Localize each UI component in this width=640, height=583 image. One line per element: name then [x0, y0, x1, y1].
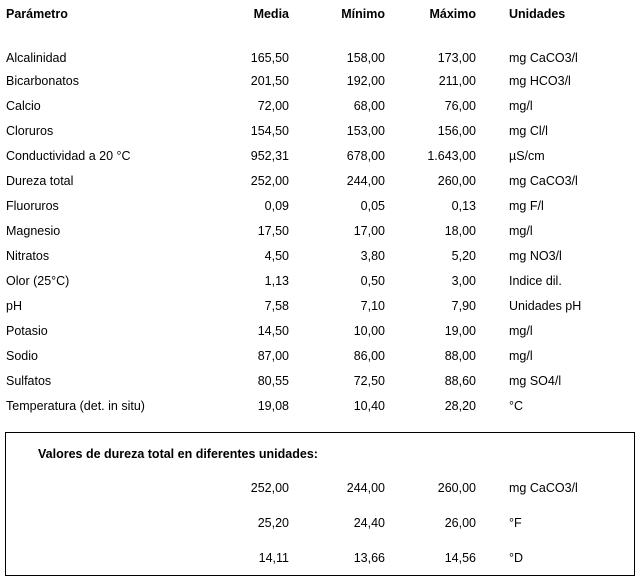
hardness-spacer — [6, 505, 200, 540]
hardness-table — [6, 470, 634, 575]
hardness-row — [6, 470, 634, 505]
table-row — [0, 93, 640, 118]
hardness-row — [6, 505, 634, 540]
header-maximo: Máximo — [429, 6, 476, 21]
cell-maximo: 260,00 — [437, 173, 476, 188]
cell-minimo: 7,10 — [360, 298, 385, 313]
cell-unidades: mg NO3/l — [509, 248, 562, 263]
cell-media: 87,00 — [257, 348, 289, 363]
cell-maximo: 211,00 — [438, 73, 476, 88]
cell-minimo: 158,00 — [346, 51, 385, 65]
cell-unidades: mg/l — [509, 98, 533, 113]
cell-maximo: 173,00 — [437, 51, 476, 65]
table-header-row — [0, 0, 640, 27]
cell-media: 0,09 — [264, 198, 289, 213]
cell-media: 80,55 — [257, 373, 289, 388]
cell-media: 154,50 — [250, 123, 289, 138]
table-row — [0, 218, 640, 243]
cell-maximo: 18,00 — [444, 223, 476, 238]
cell-media: 201,50 — [250, 73, 289, 88]
cell-parametro: Alcalinidad — [6, 51, 67, 65]
cell-parametro: Bicarbonatos — [6, 73, 79, 88]
hardness-title: Valores de dureza total en diferentes unidades: — [38, 447, 318, 461]
cell-parametro: Magnesio — [6, 223, 61, 238]
cell-minimo: 192,00 — [346, 73, 385, 88]
hardness-media: 14,11 — [258, 550, 289, 565]
cell-maximo: 0,13 — [451, 198, 476, 213]
cell-parametro: Sodio — [6, 348, 38, 363]
table-row — [0, 118, 640, 143]
hardness-spacer — [6, 540, 200, 575]
cell-parametro: Sulfatos — [6, 373, 52, 388]
hardness-maximo: 26,00 — [444, 515, 476, 530]
cell-media: 72,00 — [257, 98, 289, 113]
cell-maximo: 76,00 — [444, 98, 476, 113]
hardness-minimo: 244,00 — [346, 480, 385, 495]
hardness-spacer — [6, 470, 200, 505]
cell-media: 17,50 — [257, 223, 289, 238]
table-row — [0, 243, 640, 268]
cell-parametro: Nitratos — [6, 248, 50, 263]
cell-media: 952,31 — [250, 148, 289, 163]
table-row — [0, 318, 640, 343]
hardness-row — [6, 540, 634, 575]
cell-unidades: mg HCO3/l — [509, 73, 571, 88]
table-row — [0, 268, 640, 293]
hardness-maximo: 14,56 — [444, 550, 476, 565]
cell-media: 1,13 — [264, 273, 289, 288]
cell-maximo: 88,00 — [444, 348, 476, 363]
table-row — [0, 68, 640, 93]
hardness-media: 252,00 — [250, 480, 289, 495]
table-row — [0, 368, 640, 393]
cell-minimo: 10,40 — [353, 398, 385, 413]
cell-minimo: 3,80 — [360, 248, 385, 263]
cell-minimo: 17,00 — [353, 223, 385, 238]
table-row — [0, 27, 640, 68]
cell-minimo: 0,05 — [360, 198, 385, 213]
cell-maximo: 156,00 — [437, 123, 476, 138]
cell-maximo: 3,00 — [451, 273, 476, 288]
cell-parametro: Olor (25°C) — [6, 273, 70, 288]
hardness-box — [5, 432, 635, 576]
table-row — [0, 168, 640, 193]
cell-media: 252,00 — [250, 173, 289, 188]
cell-parametro: Potasio — [6, 323, 48, 338]
cell-unidades: mg F/l — [509, 198, 544, 213]
cell-maximo: 28,20 — [444, 398, 476, 413]
cell-maximo: 1.643,00 — [427, 148, 476, 163]
cell-minimo: 678,00 — [346, 148, 385, 163]
cell-parametro: Conductividad a 20 °C — [6, 148, 131, 163]
table-row — [0, 193, 640, 218]
cell-unidades: mg CaCO3/l — [509, 173, 578, 188]
cell-minimo: 72,50 — [353, 373, 385, 388]
cell-minimo: 10,00 — [353, 323, 385, 338]
table-row — [0, 143, 640, 168]
hardness-unidades: °F — [509, 515, 522, 530]
hardness-media: 25,20 — [257, 515, 289, 530]
cell-unidades: mg CaCO3/l — [509, 51, 578, 65]
cell-minimo: 86,00 — [353, 348, 385, 363]
cell-minimo: 0,50 — [360, 273, 385, 288]
cell-parametro: Cloruros — [6, 123, 54, 138]
cell-unidades: mg SO4/l — [509, 373, 562, 388]
cell-media: 4,50 — [264, 248, 289, 263]
cell-minimo: 68,00 — [353, 98, 385, 113]
header-unidades: Unidades — [509, 6, 566, 21]
cell-unidades: Indice dil. — [509, 273, 562, 288]
cell-parametro: Dureza total — [6, 173, 74, 188]
hardness-minimo: 24,40 — [353, 515, 385, 530]
cell-unidades: mg/l — [509, 348, 533, 363]
cell-unidades: Unidades pH — [509, 298, 582, 313]
table-row — [0, 343, 640, 368]
hardness-minimo: 13,66 — [353, 550, 385, 565]
cell-unidades: °C — [509, 398, 524, 413]
cell-maximo: 19,00 — [444, 323, 476, 338]
table-row — [0, 393, 640, 418]
header-minimo: Mínimo — [341, 6, 385, 21]
cell-parametro: pH — [6, 298, 22, 313]
cell-parametro: Fluoruros — [6, 198, 59, 213]
cell-unidades: mg/l — [509, 323, 533, 338]
hardness-maximo: 260,00 — [437, 480, 476, 495]
cell-unidades: mg/l — [509, 223, 533, 238]
hardness-unidades: °D — [509, 550, 524, 565]
cell-media: 7,58 — [264, 298, 289, 313]
cell-parametro: Calcio — [6, 98, 41, 113]
cell-maximo: 88,60 — [444, 373, 476, 388]
cell-maximo: 7,90 — [451, 298, 476, 313]
header-media: Media — [253, 6, 289, 21]
cell-media: 165,50 — [250, 51, 289, 65]
cell-media: 19,08 — [257, 398, 289, 413]
cell-minimo: 244,00 — [346, 173, 385, 188]
cell-media: 14,50 — [257, 323, 289, 338]
table-row — [0, 293, 640, 318]
hardness-unidades: mg CaCO3/l — [509, 480, 578, 495]
header-parametro: Parámetro — [6, 6, 68, 21]
cell-unidades: µS/cm — [509, 148, 545, 163]
cell-parametro: Temperatura (det. in situ) — [6, 398, 145, 413]
cell-unidades: mg Cl/l — [509, 123, 548, 138]
cell-maximo: 5,20 — [451, 248, 476, 263]
cell-minimo: 153,00 — [346, 123, 385, 138]
